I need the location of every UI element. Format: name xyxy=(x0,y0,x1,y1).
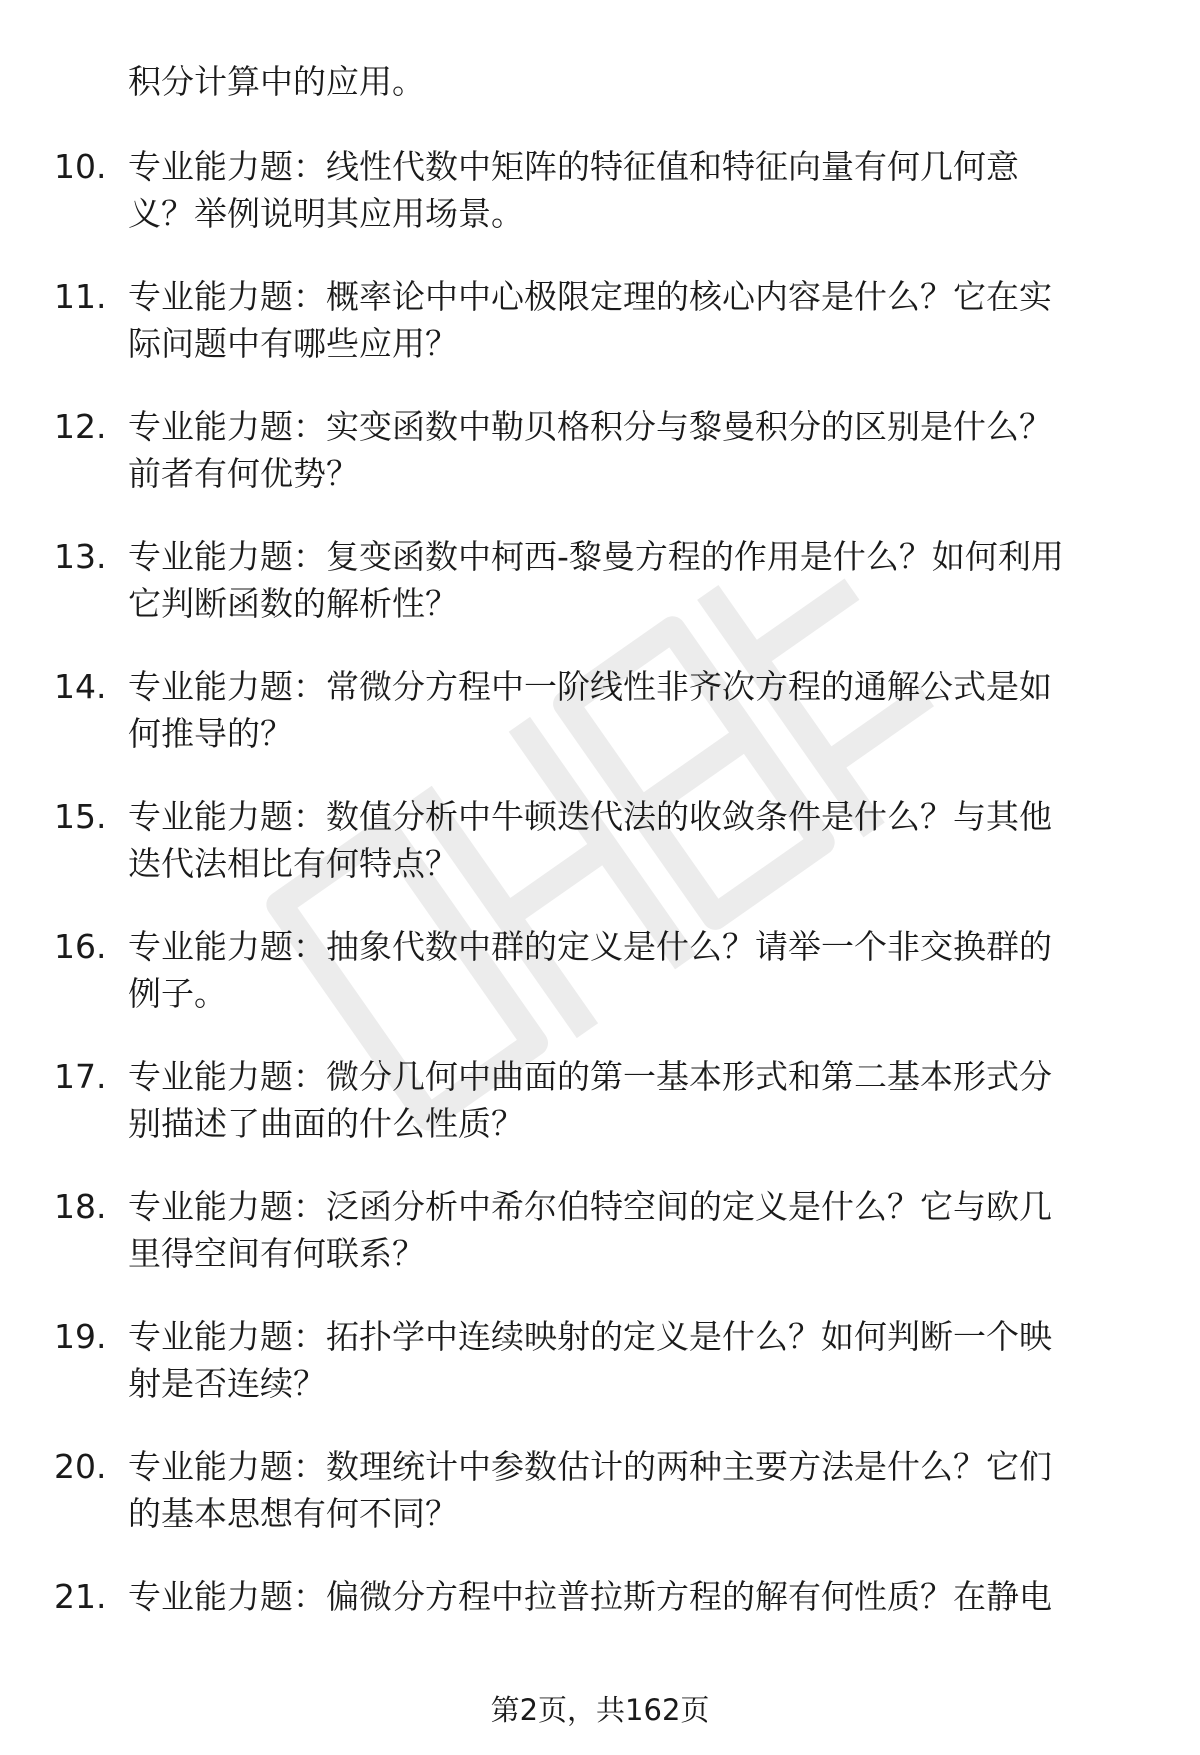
page-footer: 第2页，共162页 xyxy=(490,1693,710,1727)
question-text xyxy=(128,273,1158,367)
question-number: 12. xyxy=(54,407,107,446)
question-line: 专业能力题：微分几何中曲面的第一基本形式和第二基本形式分 xyxy=(128,1057,1052,1096)
question-line: 别描述了曲面的什么性质？ xyxy=(128,1104,524,1143)
question-number: 18. xyxy=(54,1187,107,1226)
question-number: 17. xyxy=(54,1057,107,1096)
question-item xyxy=(0,403,1200,533)
question-item xyxy=(0,1313,1200,1443)
question-number: 10. xyxy=(54,147,107,186)
question-item xyxy=(0,1573,1200,1703)
question-line: 专业能力题：泛函分析中希尔伯特空间的定义是什么？它与欧几 xyxy=(128,1187,1052,1226)
question-line: 何推导的？ xyxy=(128,714,293,753)
question-number: 16. xyxy=(54,927,107,966)
question-item xyxy=(0,1443,1200,1573)
question-text xyxy=(128,1313,1158,1407)
question-text xyxy=(128,533,1158,627)
question-line: 里得空间有何联系？ xyxy=(128,1234,425,1273)
question-line: 专业能力题：拓扑学中连续映射的定义是什么？如何判断一个映 xyxy=(128,1317,1052,1356)
question-number: 20. xyxy=(54,1447,107,1486)
question-line: 的基本思想有何不同？ xyxy=(128,1494,458,1533)
question-line: 专业能力题：偏微分方程中拉普拉斯方程的解有何性质？在静电 xyxy=(128,1577,1052,1616)
question-line: 它判断函数的解析性？ xyxy=(128,584,458,623)
question-line: 专业能力题：数值分析中牛顿迭代法的收敛条件是什么？与其他 xyxy=(128,797,1052,836)
question-list xyxy=(0,143,1200,1703)
question-item xyxy=(0,663,1200,793)
question-line: 专业能力题：概率论中中心极限定理的核心内容是什么？它在实 xyxy=(128,277,1052,316)
question-item xyxy=(0,923,1200,1053)
question-text xyxy=(128,403,1158,497)
question-line: 义？举例说明其应用场景。 xyxy=(128,194,524,233)
question-line: 专业能力题：常微分方程中一阶线性非齐次方程的通解公式是如 xyxy=(128,667,1052,706)
question-line: 专业能力题：实变函数中勒贝格积分与黎曼积分的区别是什么？ xyxy=(128,407,1052,446)
question-text xyxy=(128,1573,1158,1620)
question-item xyxy=(0,273,1200,403)
question-text xyxy=(128,923,1158,1017)
question-number: 15. xyxy=(54,797,107,836)
question-line: 迭代法相比有何特点？ xyxy=(128,844,458,883)
question-number: 11. xyxy=(54,277,107,316)
question-number: 19. xyxy=(54,1317,107,1356)
question-text xyxy=(128,1053,1158,1147)
question-text xyxy=(128,663,1158,757)
question-line: 际问题中有哪些应用？ xyxy=(128,324,458,363)
continuation-text: 积分计算中的应用。 xyxy=(128,62,425,101)
question-number: 21. xyxy=(54,1577,107,1616)
question-item xyxy=(0,1053,1200,1183)
question-line: 专业能力题：数理统计中参数估计的两种主要方法是什么？它们 xyxy=(128,1447,1052,1486)
question-item xyxy=(0,143,1200,273)
question-line: 专业能力题：抽象代数中群的定义是什么？请举一个非交换群的 xyxy=(128,927,1052,966)
question-line: 前者有何优势？ xyxy=(128,454,359,493)
question-item xyxy=(0,793,1200,923)
question-text xyxy=(128,1443,1158,1537)
question-text xyxy=(128,143,1158,237)
question-line: 射是否连续？ xyxy=(128,1364,326,1403)
question-number: 14. xyxy=(54,667,107,706)
question-text xyxy=(128,1183,1158,1277)
question-line: 例子。 xyxy=(128,974,227,1013)
question-line: 专业能力题：复变函数中柯西-黎曼方程的作用是什么？如何利用 xyxy=(128,537,1064,576)
question-item xyxy=(0,533,1200,663)
question-line: 专业能力题：线性代数中矩阵的特征值和特征向量有何几何意 xyxy=(128,147,1019,186)
question-number: 13. xyxy=(54,537,107,576)
question-item xyxy=(0,1183,1200,1313)
question-text xyxy=(128,793,1158,887)
